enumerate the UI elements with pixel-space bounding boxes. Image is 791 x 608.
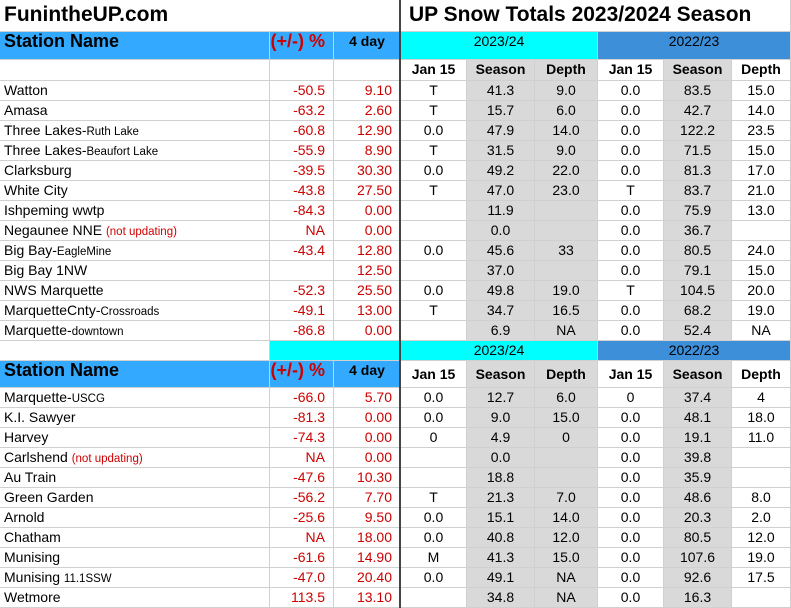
column-divider: [399, 0, 401, 608]
season-2023-value: 9.0: [467, 408, 535, 428]
station-label: Munising: [4, 549, 61, 565]
season-2023-col-header: Season: [467, 361, 535, 388]
station-label: Marquette-: [4, 322, 72, 338]
jan15-2022-header: Jan 15: [598, 361, 664, 388]
percent-change-value: -66.0: [270, 388, 334, 408]
four-day-value: 0.00: [334, 201, 401, 221]
jan15-2022-value: 0.0: [598, 301, 664, 321]
depth-2023-value: [535, 261, 598, 281]
season-2023-value: 15.7: [467, 101, 535, 121]
four-day-value: 9.50: [334, 508, 401, 528]
season-2022-value: 79.1: [664, 261, 732, 281]
four-day-value: 25.50: [334, 281, 401, 301]
season-2023-value: 0.0: [467, 448, 535, 468]
jan15-2022-value: T: [598, 281, 664, 301]
season-2023-value: 34.7: [467, 301, 535, 321]
season-2023-value: 18.8: [467, 468, 535, 488]
season-2023-header: 2023/24: [401, 32, 598, 60]
station-sublabel: EagleMine: [56, 246, 112, 258]
season-2023-value: 37.0: [467, 261, 535, 281]
depth-2023-value: 14.0: [535, 508, 598, 528]
four-day-value: 13.10: [334, 588, 401, 608]
depth-2022-value: 12.0: [732, 528, 791, 548]
station-name: [0, 301, 270, 321]
depth-2023-value: [535, 201, 598, 221]
jan15-2023-value: T: [401, 488, 467, 508]
percent-change-value: NA: [270, 448, 334, 468]
depth-2022-value: 15.0: [732, 141, 791, 161]
season-2023-value: 34.8: [467, 588, 535, 608]
four-day-value: 20.40: [334, 568, 401, 588]
depth-2023-header: Depth: [535, 60, 598, 81]
season-2023-value: 41.3: [467, 548, 535, 568]
four-day-value: 27.50: [334, 181, 401, 201]
station-label: Munising: [4, 569, 64, 585]
jan15-2023-value: T: [401, 141, 467, 161]
jan15-2022-value: 0.0: [598, 221, 664, 241]
season-2022-value: 80.5: [664, 528, 732, 548]
four-day-value: 13.00: [334, 301, 401, 321]
station-name: [0, 201, 270, 221]
depth-2022-value: [732, 221, 791, 241]
percent-change-value: -43.8: [270, 181, 334, 201]
station-name: [0, 568, 270, 588]
station-name: [0, 468, 270, 488]
season-2023-value: 49.8: [467, 281, 535, 301]
season-2023-value: 45.6: [467, 241, 535, 261]
jan15-2023-value: [401, 448, 467, 468]
station-name: [0, 281, 270, 301]
blank-cell: [0, 341, 270, 361]
percent-change-value: -47.0: [270, 568, 334, 588]
jan15-2022-value: 0.0: [598, 141, 664, 161]
jan15-2022-value: 0.0: [598, 261, 664, 281]
station-name: [0, 388, 270, 408]
season-2022-value: 52.4: [664, 321, 732, 341]
station-name: [0, 428, 270, 448]
four-day-value: 0.00: [334, 408, 401, 428]
depth-2022-value: 11.0: [732, 428, 791, 448]
depth-2023-value: 0: [535, 428, 598, 448]
season-2023-value: 49.1: [467, 568, 535, 588]
jan15-2023-value: 0.0: [401, 528, 467, 548]
jan15-2022-value: 0.0: [598, 81, 664, 101]
percent-change-value: -43.4: [270, 241, 334, 261]
percent-change-value: [270, 261, 334, 281]
jan15-2022-value: 0.0: [598, 121, 664, 141]
jan15-2023-value: M: [401, 548, 467, 568]
jan15-2022-value: 0.0: [598, 408, 664, 428]
percent-change-value: -50.5: [270, 81, 334, 101]
station-label: White City: [4, 182, 68, 198]
jan15-2022-value: 0.0: [598, 321, 664, 341]
season-2022-header: 2022/23: [598, 341, 791, 361]
season-2022-col-header: Season: [664, 361, 732, 388]
station-name: [0, 121, 270, 141]
jan15-2023-value: T: [401, 301, 467, 321]
percent-change-value: -61.6: [270, 548, 334, 568]
percent-change-value: NA: [270, 221, 334, 241]
station-sublabel: Ruth Lake: [86, 126, 139, 138]
jan15-2022-value: 0.0: [598, 428, 664, 448]
depth-2022-value: 14.0: [732, 101, 791, 121]
station-name: [0, 141, 270, 161]
four-day-value: 10.30: [334, 468, 401, 488]
jan15-2023-value: 0.0: [401, 408, 467, 428]
depth-2023-value: 12.0: [535, 528, 598, 548]
season-2022-value: 104.5: [664, 281, 732, 301]
depth-2023-value: 16.5: [535, 301, 598, 321]
station-label: K.I. Sawyer: [4, 409, 76, 425]
station-name-header: Station Name: [0, 32, 270, 60]
depth-2022-value: 19.0: [732, 301, 791, 321]
depth-2023-value: [535, 468, 598, 488]
four-day-value: 0.00: [334, 221, 401, 241]
blank-cell: [270, 341, 401, 361]
season-2022-col-header: Season: [664, 60, 732, 81]
jan15-2023-value: [401, 261, 467, 281]
station-label: Chatham: [4, 529, 61, 545]
station-name: [0, 241, 270, 261]
station-name: [0, 528, 270, 548]
station-name: [0, 408, 270, 428]
season-2023-value: 11.9: [467, 201, 535, 221]
season-2022-value: 83.7: [664, 181, 732, 201]
season-2022-value: 42.7: [664, 101, 732, 121]
sheet-title: UP Snow Totals 2023/2024 Season: [401, 0, 791, 32]
blank-cell: [0, 60, 270, 81]
season-2023-value: 31.5: [467, 141, 535, 161]
station-sublabel: Crossroads: [100, 306, 160, 318]
depth-2022-value: 19.0: [732, 548, 791, 568]
percent-change-value: -56.2: [270, 488, 334, 508]
status-note: (not updating): [105, 226, 177, 238]
depth-2023-value: [535, 448, 598, 468]
season-2023-value: 49.2: [467, 161, 535, 181]
station-label: Green Garden: [4, 489, 94, 505]
four-day-header: 4 day: [334, 361, 401, 388]
jan15-2023-value: [401, 221, 467, 241]
station-name: [0, 321, 270, 341]
station-label: Negaunee NNE: [4, 222, 106, 238]
jan15-2022-value: 0: [598, 388, 664, 408]
station-label: Marquette-: [4, 389, 72, 405]
four-day-header: 4 day: [334, 32, 401, 60]
station-name: [0, 181, 270, 201]
season-2023-value: 40.8: [467, 528, 535, 548]
jan15-2023-value: 0.0: [401, 508, 467, 528]
blank-cell: [270, 60, 334, 81]
jan15-2023-header: Jan 15: [401, 60, 467, 81]
station-name-header: Station Name: [0, 361, 270, 388]
depth-2023-value: 15.0: [535, 408, 598, 428]
site-title: FunintheUP.com: [0, 0, 401, 32]
station-name: [0, 221, 270, 241]
season-2022-header: 2022/23: [598, 32, 791, 60]
station-label: MarquetteCnty-: [4, 302, 101, 318]
percent-change-header: (+/-) %: [270, 361, 334, 388]
percent-change-value: 113.5: [270, 588, 334, 608]
depth-2022-value: NA: [732, 321, 791, 341]
status-note: (not updating): [71, 453, 143, 465]
season-2023-col-header: Season: [467, 60, 535, 81]
jan15-2022-value: 0.0: [598, 161, 664, 181]
season-2022-value: 80.5: [664, 241, 732, 261]
station-label: Wetmore: [4, 589, 61, 605]
station-sublabel: 11.1SSW: [63, 573, 112, 585]
depth-2022-value: 23.5: [732, 121, 791, 141]
season-2023-value: 41.3: [467, 81, 535, 101]
season-2022-value: 83.5: [664, 81, 732, 101]
jan15-2023-value: T: [401, 101, 467, 121]
four-day-value: 0.00: [334, 321, 401, 341]
season-2022-value: 92.6: [664, 568, 732, 588]
depth-2022-value: 15.0: [732, 261, 791, 281]
percent-change-value: -55.9: [270, 141, 334, 161]
season-2022-value: 35.9: [664, 468, 732, 488]
depth-2022-value: 18.0: [732, 408, 791, 428]
depth-2022-value: 13.0: [732, 201, 791, 221]
station-label: NWS Marquette: [4, 282, 104, 298]
station-label: Big Bay 1NW: [4, 262, 88, 278]
station-label: Watton: [4, 82, 48, 98]
station-name: [0, 81, 270, 101]
percent-change-value: -86.8: [270, 321, 334, 341]
station-name: [0, 508, 270, 528]
four-day-value: 5.70: [334, 388, 401, 408]
four-day-value: 0.00: [334, 448, 401, 468]
jan15-2022-value: T: [598, 181, 664, 201]
station-sublabel: Beaufort Lake: [86, 146, 159, 158]
depth-2023-value: 9.0: [535, 141, 598, 161]
season-2022-value: 36.7: [664, 221, 732, 241]
season-2022-value: 48.6: [664, 488, 732, 508]
depth-2023-value: 14.0: [535, 121, 598, 141]
jan15-2023-value: 0: [401, 428, 467, 448]
percent-change-value: -60.8: [270, 121, 334, 141]
jan15-2023-value: [401, 321, 467, 341]
jan15-2023-value: 0.0: [401, 161, 467, 181]
four-day-value: 8.90: [334, 141, 401, 161]
depth-2022-value: 17.5: [732, 568, 791, 588]
station-name: [0, 588, 270, 608]
depth-2023-value: NA: [535, 588, 598, 608]
depth-2022-value: [732, 468, 791, 488]
station-label: Au Train: [4, 469, 57, 485]
jan15-2022-value: 0.0: [598, 508, 664, 528]
depth-2022-value: 21.0: [732, 181, 791, 201]
jan15-2022-value: 0.0: [598, 548, 664, 568]
depth-2022-value: [732, 588, 791, 608]
percent-change-value: NA: [270, 528, 334, 548]
depth-2022-value: 20.0: [732, 281, 791, 301]
jan15-2023-value: 0.0: [401, 241, 467, 261]
jan15-2023-header: Jan 15: [401, 361, 467, 388]
depth-2023-value: 6.0: [535, 101, 598, 121]
station-label: Clarksburg: [4, 162, 72, 178]
season-2023-value: 6.9: [467, 321, 535, 341]
four-day-value: 7.70: [334, 488, 401, 508]
depth-2023-value: 9.0: [535, 81, 598, 101]
jan15-2023-value: 0.0: [401, 281, 467, 301]
station-label: Carlshend: [4, 449, 72, 465]
four-day-value: 14.90: [334, 548, 401, 568]
season-2022-value: 16.3: [664, 588, 732, 608]
season-2022-value: 75.9: [664, 201, 732, 221]
season-2023-value: 47.9: [467, 121, 535, 141]
jan15-2023-value: [401, 588, 467, 608]
season-2022-value: 71.5: [664, 141, 732, 161]
percent-change-value: -84.3: [270, 201, 334, 221]
station-label: Big Bay-: [4, 242, 57, 258]
four-day-value: 9.10: [334, 81, 401, 101]
station-name: [0, 101, 270, 121]
depth-2023-header: Depth: [535, 361, 598, 388]
season-2022-value: 39.8: [664, 448, 732, 468]
depth-2023-value: NA: [535, 321, 598, 341]
four-day-value: 12.80: [334, 241, 401, 261]
four-day-value: 30.30: [334, 161, 401, 181]
four-day-value: 0.00: [334, 428, 401, 448]
jan15-2023-value: T: [401, 81, 467, 101]
depth-2023-value: 33: [535, 241, 598, 261]
station-name: [0, 448, 270, 468]
season-2023-value: 47.0: [467, 181, 535, 201]
depth-2023-value: 6.0: [535, 388, 598, 408]
blank-cell: [334, 60, 401, 81]
depth-2023-value: 19.0: [535, 281, 598, 301]
season-2023-value: 21.3: [467, 488, 535, 508]
jan15-2023-value: 0.0: [401, 388, 467, 408]
percent-change-value: -81.3: [270, 408, 334, 428]
season-2022-value: 20.3: [664, 508, 732, 528]
station-label: Amasa: [4, 102, 48, 118]
percent-change-value: -25.6: [270, 508, 334, 528]
season-2023-value: 15.1: [467, 508, 535, 528]
jan15-2023-value: [401, 201, 467, 221]
jan15-2023-value: 0.0: [401, 121, 467, 141]
jan15-2022-header: Jan 15: [598, 60, 664, 81]
jan15-2023-value: T: [401, 181, 467, 201]
season-2022-value: 37.4: [664, 388, 732, 408]
depth-2023-value: 7.0: [535, 488, 598, 508]
depth-2022-value: [732, 448, 791, 468]
jan15-2022-value: 0.0: [598, 101, 664, 121]
station-sublabel: downtown: [71, 326, 124, 338]
depth-2022-value: 17.0: [732, 161, 791, 181]
four-day-value: 2.60: [334, 101, 401, 121]
station-name: [0, 548, 270, 568]
station-label: Three Lakes-: [4, 122, 87, 138]
season-2022-value: 68.2: [664, 301, 732, 321]
season-2022-value: 81.3: [664, 161, 732, 181]
season-2022-value: 122.2: [664, 121, 732, 141]
jan15-2022-value: 0.0: [598, 588, 664, 608]
depth-2023-value: [535, 221, 598, 241]
depth-2022-header: Depth: [732, 60, 791, 81]
jan15-2022-value: 0.0: [598, 568, 664, 588]
station-label: Three Lakes-: [4, 142, 87, 158]
station-label: Arnold: [4, 509, 45, 525]
station-name: [0, 261, 270, 281]
depth-2023-value: 23.0: [535, 181, 598, 201]
percent-change-value: -74.3: [270, 428, 334, 448]
four-day-value: 12.50: [334, 261, 401, 281]
jan15-2022-value: 0.0: [598, 201, 664, 221]
four-day-value: 12.90: [334, 121, 401, 141]
station-label: Harvey: [4, 429, 49, 445]
percent-change-value: -63.2: [270, 101, 334, 121]
jan15-2022-value: 0.0: [598, 528, 664, 548]
depth-2023-value: 22.0: [535, 161, 598, 181]
depth-2023-value: NA: [535, 568, 598, 588]
jan15-2023-value: [401, 468, 467, 488]
depth-2022-value: 24.0: [732, 241, 791, 261]
four-day-value: 18.00: [334, 528, 401, 548]
percent-change-value: -49.1: [270, 301, 334, 321]
station-sublabel: USCG: [71, 393, 105, 405]
station-name: [0, 161, 270, 181]
season-2023-header: 2023/24: [401, 341, 598, 361]
jan15-2023-value: 0.0: [401, 568, 467, 588]
depth-2022-value: 2.0: [732, 508, 791, 528]
season-2023-value: 0.0: [467, 221, 535, 241]
jan15-2022-value: 0.0: [598, 241, 664, 261]
season-2022-value: 107.6: [664, 548, 732, 568]
percent-change-value: -52.3: [270, 281, 334, 301]
depth-2022-value: 8.0: [732, 488, 791, 508]
jan15-2022-value: 0.0: [598, 468, 664, 488]
station-name: [0, 488, 270, 508]
depth-2022-header: Depth: [732, 361, 791, 388]
jan15-2022-value: 0.0: [598, 448, 664, 468]
season-2022-value: 48.1: [664, 408, 732, 428]
depth-2023-value: 15.0: [535, 548, 598, 568]
depth-2022-value: 15.0: [732, 81, 791, 101]
percent-change-value: -47.6: [270, 468, 334, 488]
season-2022-value: 19.1: [664, 428, 732, 448]
percent-change-header: (+/-) %: [270, 32, 334, 60]
season-2023-value: 12.7: [467, 388, 535, 408]
station-label: Ishpeming wwtp: [4, 202, 105, 218]
jan15-2022-value: 0.0: [598, 488, 664, 508]
depth-2022-value: 4: [732, 388, 791, 408]
season-2023-value: 4.9: [467, 428, 535, 448]
percent-change-value: -39.5: [270, 161, 334, 181]
